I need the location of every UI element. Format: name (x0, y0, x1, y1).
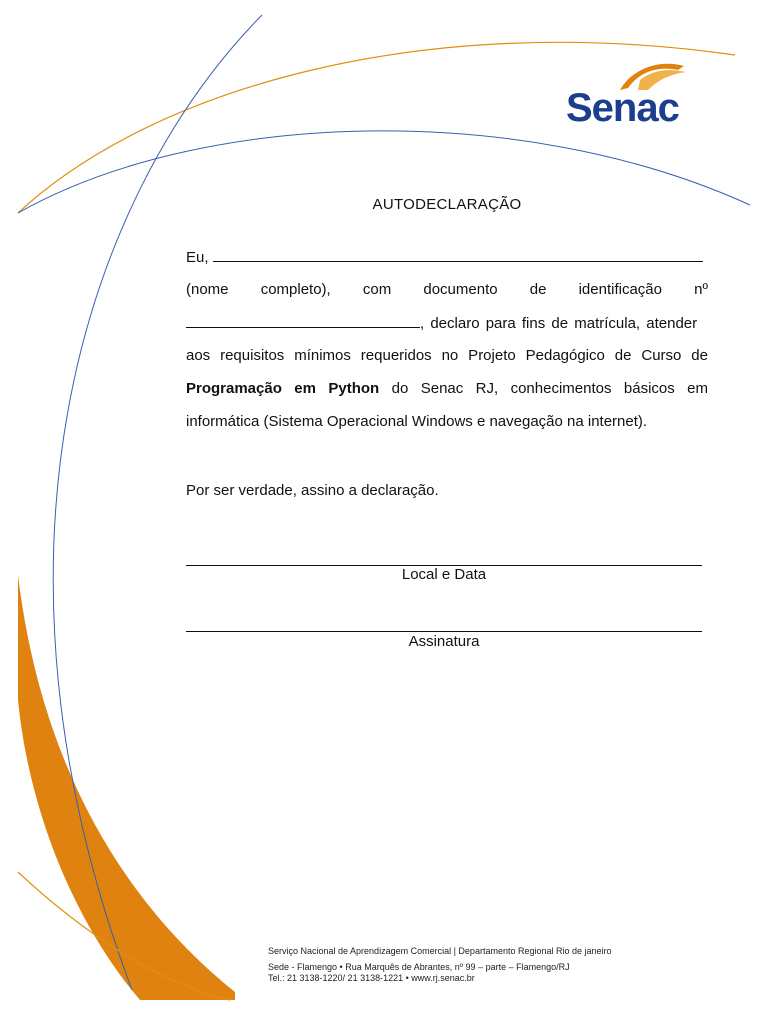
page-title: AUTODECLARAÇÃO (372, 196, 522, 213)
signature-line[interactable] (186, 631, 702, 632)
line2-word: completo), (260, 281, 331, 298)
closing-statement: Por ser verdade, assino a declaração. (186, 482, 439, 499)
footer-contact: Tel.: 21 3138-1220/ 21 3138-1221 • www.rj.senac.br (268, 973, 475, 983)
line2-word: identificação (578, 281, 662, 298)
footer (268, 946, 708, 984)
line2-word: nº (694, 281, 708, 298)
line2-word: com (362, 281, 392, 298)
name-line (186, 248, 708, 267)
course-line-rest: do Senac RJ, conhecimentos básicos em (379, 380, 709, 397)
identification-line (186, 281, 708, 299)
footer-address: Sede - Flamengo • Rua Marquês de Abrantes, nº 99 – parte – Flamengo/RJ (268, 962, 570, 972)
name-prefix: Eu, (186, 249, 209, 266)
place-date-label: Local e Data (401, 566, 487, 583)
requirements-line: aos requisitos mínimos requeridos no Projeto Pedagógico de Curso de (186, 347, 708, 364)
line2-word: de (529, 281, 547, 298)
course-name: Programação em Python (186, 380, 380, 397)
informatics-line: informática (Sistema Operacional Windows e navegação na internet). (186, 413, 648, 430)
declaration-text: , declaro para fins de matrícula, atender (420, 315, 698, 332)
line2-word: documento (423, 281, 498, 298)
line2-word: (nome (186, 281, 229, 298)
signature-label: Assinatura (408, 633, 480, 650)
name-field-blank[interactable] (213, 248, 703, 262)
course-line (186, 380, 708, 398)
document-number-blank[interactable] (186, 314, 420, 328)
logo-wordmark: Senac (566, 86, 679, 130)
document-number-line (186, 314, 708, 333)
footer-institution: Serviço Nacional de Aprendizagem Comercial | Departamento Regional Rio de janeiro (268, 946, 612, 956)
senac-logo (560, 50, 710, 135)
